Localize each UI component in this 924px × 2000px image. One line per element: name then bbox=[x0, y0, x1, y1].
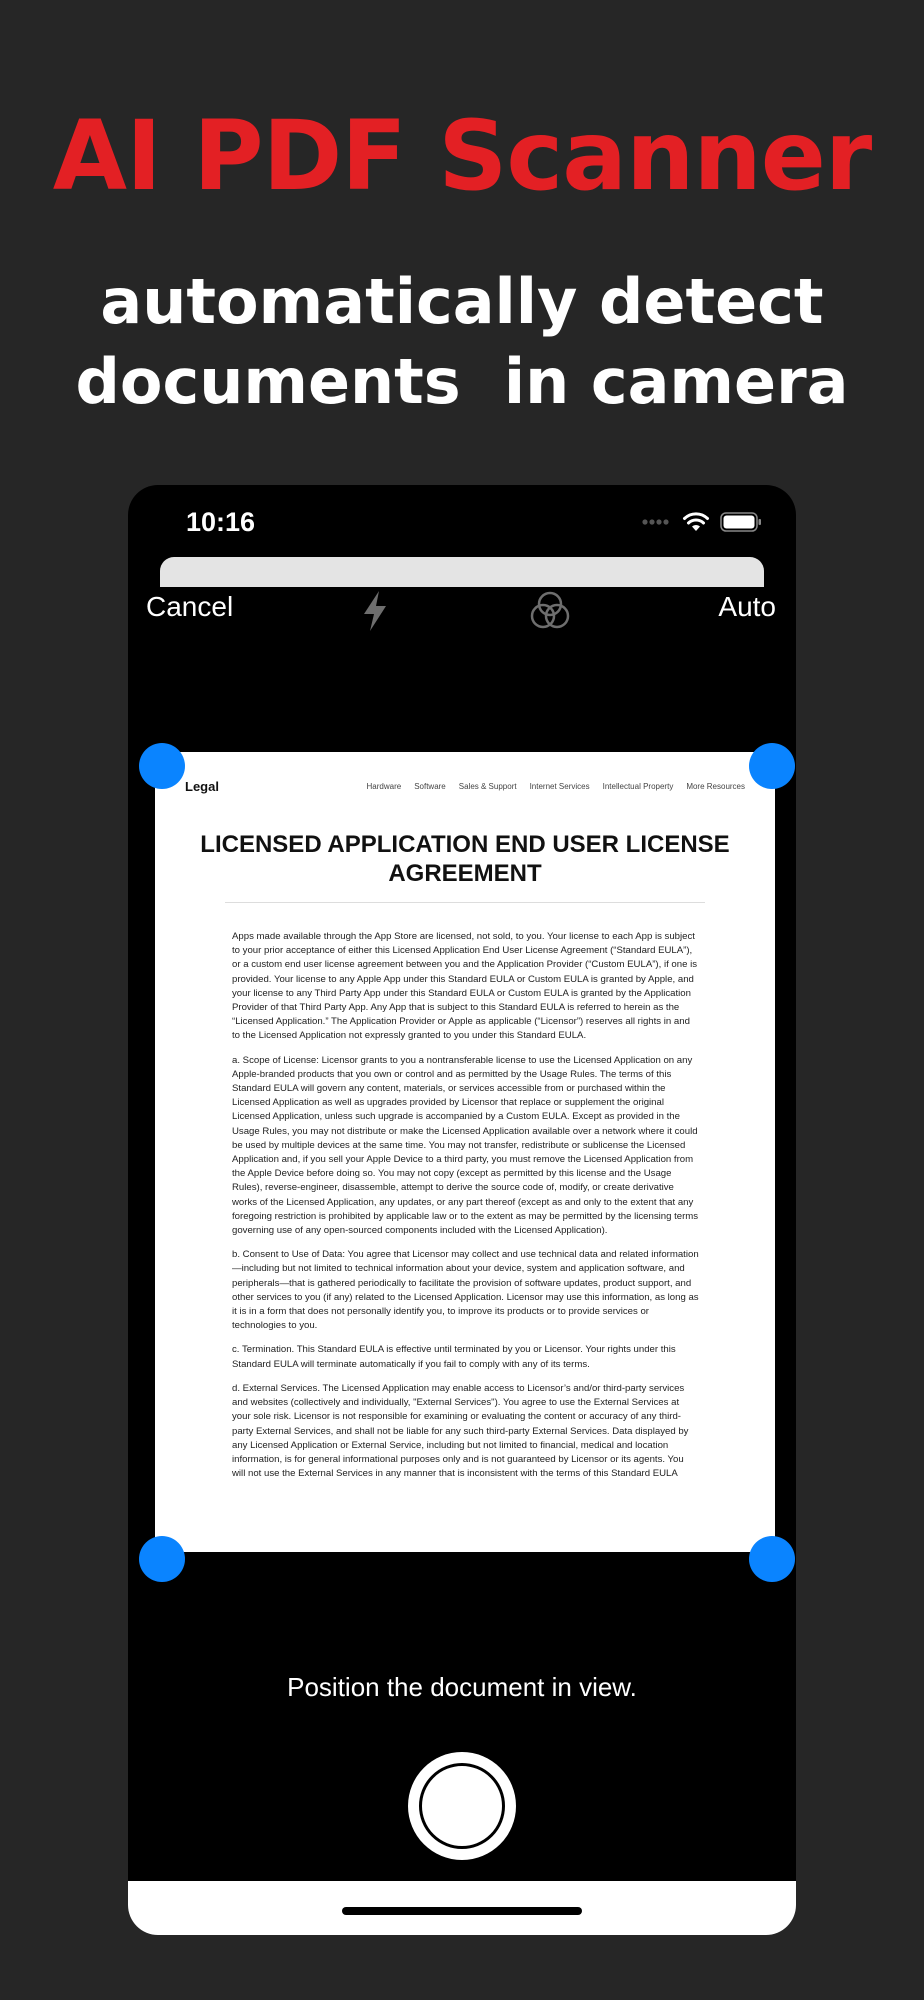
document-nav bbox=[185, 779, 745, 794]
bottom-bar bbox=[128, 1881, 796, 1935]
headline: AI PDF Scanner bbox=[52, 100, 872, 212]
battery-icon bbox=[720, 511, 762, 533]
filter-icon[interactable] bbox=[528, 589, 572, 633]
corner-handle-bottom-right[interactable] bbox=[749, 1536, 795, 1582]
document-divider bbox=[225, 902, 705, 903]
auto-capture-toggle[interactable]: Auto bbox=[718, 591, 776, 622]
position-hint: Position the document in view. bbox=[287, 1672, 637, 1702]
document-nav-link: Sales & Support bbox=[458, 782, 517, 791]
corner-handle-top-left[interactable] bbox=[139, 743, 185, 789]
document-body bbox=[232, 930, 699, 1491]
sheet-top-edge bbox=[160, 557, 764, 587]
signal-icon bbox=[642, 517, 672, 527]
document-paragraph: b. Consent to Use of Data: You agree that Licensor may collect and use technical data and related information—including but not limited to technical information about your device, system and application software, and peripherals—that is gathered periodically to facilitate the provision of software updates, product support, and other services to you (if any) related to the Licensed Application. Licensor may use this information, as long as it is in a form that does not personally identify you, to improve its products or to provide services or technologies to you. bbox=[232, 1249, 699, 1332]
document-brand: Legal bbox=[185, 779, 219, 794]
flash-icon[interactable] bbox=[360, 589, 390, 633]
document-nav-link: Hardware bbox=[366, 782, 402, 791]
document-nav-link: Software bbox=[414, 782, 446, 791]
wifi-icon bbox=[682, 511, 710, 533]
document-nav-link: More Resources bbox=[686, 782, 745, 791]
document-paragraph: d. External Services. The Licensed Application may enable access to Licensor’s and/or third-party services and websites (collectively and individually, "External Services"). You agree to use the External Services at your sole risk. Licensor is not responsible for examining or evaluating the content or accuracy of any third-party External Services, and shall not be liable for any such third-party External Services. Data displayed by any Licensed Application or External Service, including but not limited to financial, medical and location information, is for general informational purposes only and is not guaranteed by Licensor or its agents. You will not use the External Services in any manner that is inconsistent with the terms of this Standard EULA bbox=[232, 1382, 689, 1480]
shutter-button[interactable] bbox=[408, 1752, 516, 1860]
status-time: 10:16 bbox=[186, 507, 256, 537]
corner-handle-bottom-left[interactable] bbox=[139, 1536, 185, 1582]
corner-handle-top-right[interactable] bbox=[749, 743, 795, 789]
status-icons bbox=[642, 511, 762, 533]
document-title: LICENSED APPLICATION END USER LICENSE AGREEMENT bbox=[200, 831, 730, 887]
shutter-inner bbox=[419, 1763, 505, 1849]
subheadline bbox=[0, 262, 924, 422]
cancel-button[interactable]: Cancel bbox=[146, 591, 234, 622]
document-nav-link: Intellectual Property bbox=[602, 782, 674, 791]
document-paragraph: c. Termination. This Standard EULA is effective until terminated by you or Licensor. Your rights under this Standard EULA will terminate automatically if you fail to comply with any of its terms. bbox=[232, 1344, 676, 1370]
scanned-document bbox=[155, 752, 775, 1552]
document-nav-links bbox=[367, 782, 746, 791]
document-paragraph: a. Scope of License: Licensor grants to you a nontransferable license to use the Licensed Application on any Apple-branded products that you own or control and as permitted by the Usage Rules. The terms of this Standard EULA will govern any content, materials, or services accessible from or purchased within the Licensed Application as well as upgrades provided by Licensor that replace or supplement the original Licensed Application, unless such upgrade is accompanied by a Custom EULA. Except as provided in the Usage Rules, you may not distribute or make the Licensed Application available over a network where it could be used by multiple devices at the same time. You may not transfer, redistribute or sublicense the Licensed Application and, if you sell your Apple Device to a third party, you must remove the Licensed Application from the Apple Device before doing so. You may not copy (except as permitted by this license and the Usage Rules), reverse-engineer, disassemble, attempt to derive the source code of, modify, or create derivative works of the Licensed Application, any updates, or any part thereof (except as and only to the extent that any foregoing restriction is prohibited by applicable law or to the extent as may be permitted by the licensing terms governing use of any open-sourced components included with the Licensed Application). bbox=[232, 1054, 699, 1237]
subhead-line-2: documents in camera bbox=[75, 345, 849, 418]
subhead-line-1: automatically detect bbox=[100, 265, 824, 338]
document-nav-link: Internet Services bbox=[529, 782, 590, 791]
home-indicator[interactable] bbox=[342, 1907, 582, 1915]
document-paragraph: Apps made available through the App Store are licensed, not sold, to you. Your license to each App is subject to your prior acceptance of either this Licensed Application End User License Agreement (“Standard EULA”), or a custom end user license agreement between you and the Application Provider (“Custom EULA”), if one is provided. Your license to any Apple App under this Standard EULA or Custom EULA is granted by Apple, and your license to any Third Party App under this Standard EULA or Custom EULA is granted by the Application Provider of that Third Party App. Any App that is subject to this Standard EULA is referred to herein as the “Licensed Application.” The Application Provider or Apple as applicable (“Licensor”) reserves all rights in and to the Licensed Application not expressly granted to you under this Standard EULA. bbox=[232, 931, 698, 1042]
phone-frame bbox=[128, 485, 796, 1935]
